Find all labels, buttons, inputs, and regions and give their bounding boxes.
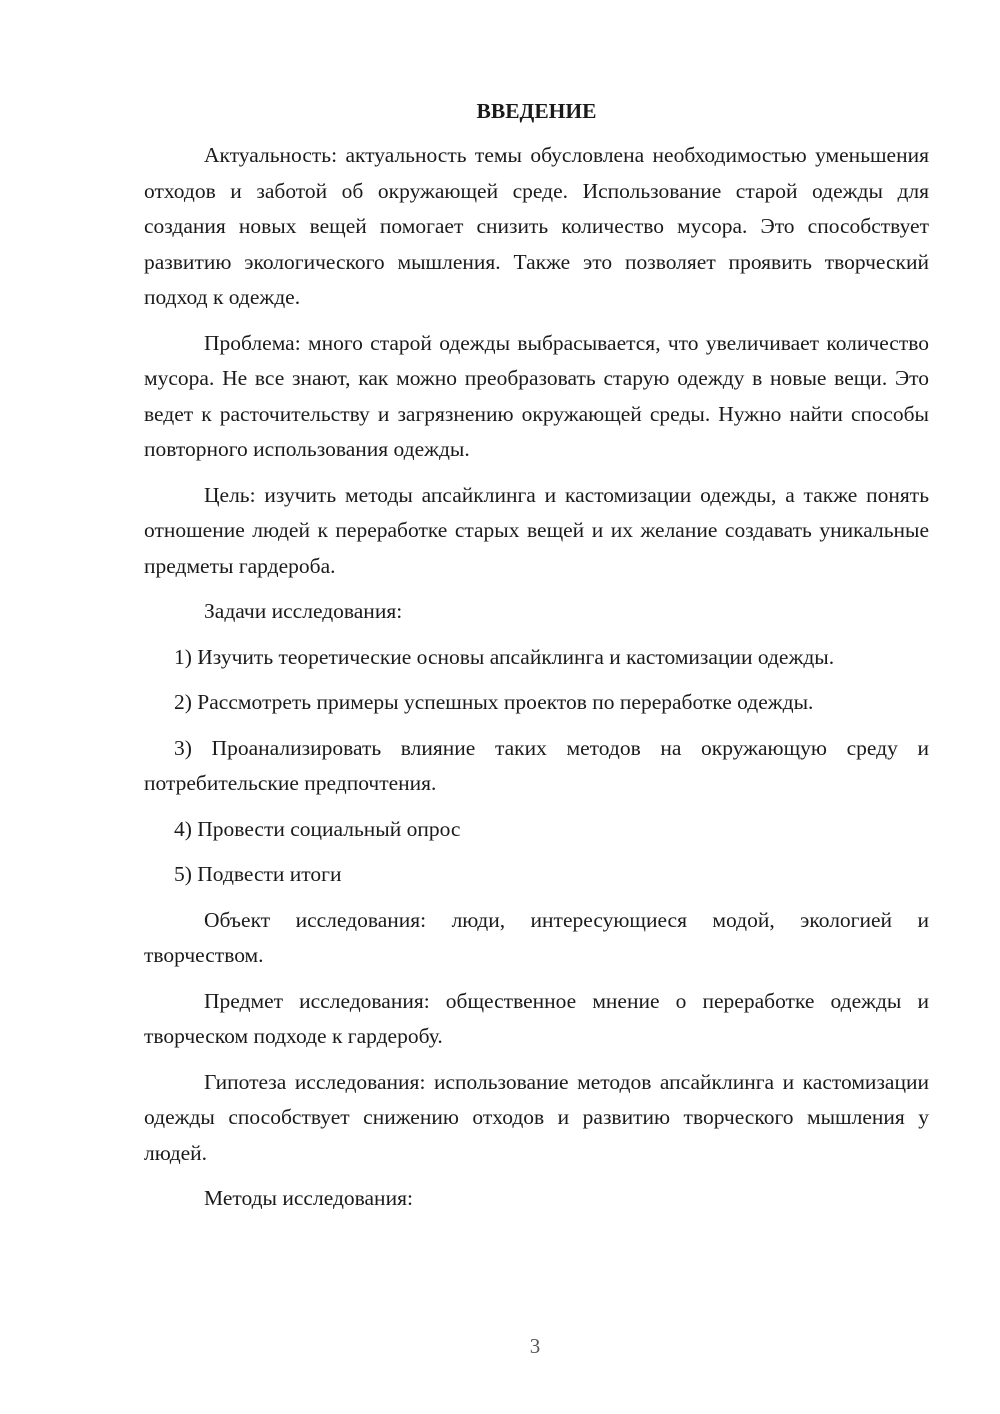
- paragraph-problem: Проблема: много старой одежды выбрасывается, что увеличивает количество мусора. Не все знают, как можно преобразовать старую одежду в новые вещи. Это ведет к расточительству и загрязнению окружающей среды. Нужно найти способы повторного использования одежды.: [144, 330, 929, 461]
- paragraph-goal: Цель: изучить методы апсайклинга и кастомизации одежды, а также понять отношение людей к переработке старых вещей и их желание создавать уникальные предметы гардероба.: [144, 482, 929, 578]
- paragraph-hypothesis: Гипотеза исследования: использование методов апсайклинга и кастомизации одежды способствует снижению отходов и развитию творческого мышления у людей.: [144, 1069, 929, 1165]
- page-content: [144, 96, 929, 1227]
- list-item-task-5: 5) Подвести итоги: [174, 862, 342, 886]
- list-item-task-2: 2) Рассмотреть примеры успешных проектов по переработке одежды.: [174, 690, 814, 714]
- paragraph-methods: Методы исследования:: [204, 1186, 413, 1210]
- paragraph-object: Объект исследования: люди, интересующиеся модой, экологией и творчеством.: [144, 907, 929, 967]
- paragraph-subject: Предмет исследования: общественное мнение о переработке одежды и творческом подходе к гардеробу.: [144, 988, 929, 1048]
- paragraph-relevance: Актуальность: актуальность темы обусловлена необходимостью уменьшения отходов и заботой об окружающей среде. Использование старой одежды для создания новых вещей помогает снизить количество мусора. Это способствует развитию экологического мышления. Также это позволяет проявить творческий подход к одежде.: [144, 143, 929, 309]
- page-title: ВВЕДЕНИЕ: [476, 99, 597, 123]
- list-item-task-4: 4) Провести социальный опрос: [174, 816, 461, 841]
- list-item-task-1: 1) Изучить теоретические основы апсайклинга и кастомизации одежды.: [174, 644, 835, 669]
- page-number: 3: [529, 1334, 541, 1358]
- list-item-task-3: 3) Проанализировать влияние таких методов на окружающую среду и потребительские предпочтения.: [144, 735, 929, 795]
- paragraph-tasks-heading: Задачи исследования:: [204, 599, 403, 623]
